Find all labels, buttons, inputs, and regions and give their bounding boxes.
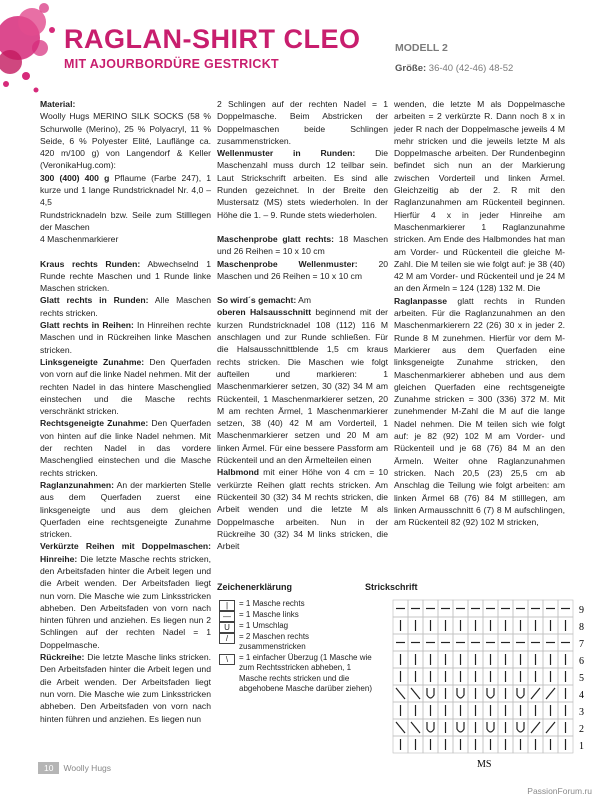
chart-cell	[423, 685, 438, 702]
row-number: 2	[579, 724, 584, 735]
chart-cell	[453, 719, 468, 736]
paragraph-text: An der markierten Stelle aus dem Querfaden zuerst eine linksgeneigte und aus dem gleichen Querfaden eine rechtsgeneigte Zunahme stricken.	[40, 479, 211, 540]
stitch-symbol	[411, 722, 420, 733]
paragraph-text: Rundstricknadeln bzw. Seile zum Stilllegen der Maschen	[40, 209, 211, 232]
legend-item	[217, 610, 377, 621]
paragraph-gap	[40, 246, 211, 258]
paragraph-gap	[217, 282, 388, 294]
text-paragraph	[394, 295, 565, 529]
legend-item	[217, 599, 377, 610]
size-label: Größe:	[395, 63, 427, 74]
text-paragraph	[40, 540, 211, 651]
stitch-symbol	[427, 722, 434, 732]
text-paragraph	[40, 319, 211, 356]
bold-lead: Material:	[40, 99, 76, 109]
knitting-chart	[365, 582, 585, 769]
page-footer	[38, 762, 111, 774]
text-paragraph	[40, 110, 211, 171]
paragraph-text: Den Querfaden von hinten auf die linke Nadel nehmen. Mit der rechten Nadel in das vordere Maschenglied einstechen und die Masche rechts stricken.	[40, 418, 211, 478]
bold-lead: Raglanpasse	[394, 295, 448, 306]
chart-cell	[513, 719, 528, 736]
text-paragraph	[40, 356, 211, 417]
stitch-symbol	[531, 688, 540, 699]
paragraph-text: 20 Maschen und 26 Reihen = 10 x 10 cm	[217, 258, 389, 281]
chart-title: Strickschrift	[365, 582, 418, 592]
row-number: 7	[579, 639, 584, 650]
text-paragraph	[217, 258, 388, 283]
stitch-symbol	[546, 688, 555, 699]
bold-lead: Rechtsgeneigte Zunahme:	[40, 418, 149, 429]
legend-item	[217, 653, 377, 695]
page-subtitle: MIT AJOURBORDÜRE GESTRICKT	[64, 57, 279, 71]
row-number: 5	[579, 673, 584, 684]
text-paragraph	[40, 258, 211, 295]
bold-lead: Glatt rechts in Reihen:	[40, 320, 134, 331]
paragraph-text: Die letzte Masche rechts stricken, den Arbeitsfaden hinter die Arbeit legen und die Arbeit wenden. Der Arbeitsfaden liegt nun vorn. Die Masche wie zum Linksstricken abheben. Den Arbeitsfaden von vorn nach hinten führen und anziehen. Es liegen nun 2 Schlingen auf der rechten Nadel = 1 Doppelmasche.	[40, 553, 211, 650]
legend-title: Zeichenerklärung	[217, 582, 293, 592]
size-info	[395, 63, 513, 74]
stitch-symbol	[457, 722, 464, 732]
paragraph-text: Woolly Hugs MERINO SILK SOCKS (58 % Schurwolle (Merino), 25 % Polyacryl, 11 % Seide, 6 % Polyester Elité, Lauflänge ca. 420 m/100 g) von Langendorf & Keller (VeronikaHug.com):	[40, 111, 211, 171]
chart-cell	[483, 685, 498, 702]
row-number: 1	[579, 741, 584, 752]
paragraph-text: beginnend mit der kurzen Rundstricknadel 108 (112) 116 M anschlagen und zur Runde schließen. Für die Halsausschnittblende 1,5 cm kraus rechts stricken. Die Maschen wie folgt aufteilen und markieren: 1 Maschenmarkierer setzen, 30 (32) 34 M am Rückenteil, 1 Maschenmarkierer setzen, 20 M am rechten Ärmel, 1 Maschenmarkierer setzen, 38 (40) 42 M am Vorderteil, 1 Maschenmarkierer setzen und 20 M am linken Ärmel. Für eine bessere Passform am Rückenteil und an den Ärmelteilen einen	[217, 307, 389, 466]
stitch-symbol	[396, 722, 405, 733]
legend-text: = 1 einfacher Überzug (1 Masche wie zum Rechtsstricken abheben, 1 Masche rechts stricken und die abgehobene Masche darüber ziehen)	[239, 652, 372, 693]
stitch-symbol	[517, 688, 524, 698]
legend-symbol: U	[219, 622, 235, 633]
chart-cell	[423, 719, 438, 736]
row-number: 4	[579, 690, 584, 701]
chart-cell	[453, 685, 468, 702]
paragraph-gap	[217, 221, 388, 233]
legend-text: = 2 Maschen rechts zusammenstricken	[239, 631, 310, 651]
legend-item	[217, 621, 377, 632]
bold-lead: Verkürzte Reihen mit Doppelmaschen: Hinreihe:	[40, 541, 211, 564]
text-paragraph	[40, 98, 211, 110]
text-paragraph	[217, 294, 388, 306]
legend-text: = 1 Masche links	[239, 609, 299, 619]
legend-text: = 1 Umschlag	[239, 620, 289, 630]
row-number: 6	[579, 656, 584, 667]
text-column-1	[40, 98, 211, 725]
row-number: 8	[579, 622, 584, 633]
text-paragraph	[40, 172, 211, 209]
stitch-symbol	[457, 688, 464, 698]
legend-symbol: |	[219, 600, 235, 611]
size-value: 36-40 (42-46) 48-52	[428, 63, 514, 74]
paragraph-text: Die Maschenzahl muss durch 12 teilbar sein. Laut Strickschrift arbeiten. Es sind alle Runden gezeichnet. In der Breite den Mustersatz (MS) stets wiederholen. In der Höhe die 1. – 9. Runde stets wiederholen.	[217, 148, 388, 220]
bold-lead: Rückreihe:	[40, 652, 85, 663]
text-paragraph	[40, 294, 211, 319]
legend-symbol: \	[219, 654, 235, 665]
text-paragraph	[217, 147, 388, 221]
text-paragraph	[217, 466, 388, 552]
bold-lead: oberen Halsausschnitt	[217, 307, 312, 318]
footer-brand: Woolly Hugs	[63, 763, 112, 773]
legend-symbol: /	[219, 633, 235, 644]
paragraph-text: In Hinreihen rechte Maschen und in Rückreihen linke Maschen stricken.	[40, 320, 211, 355]
stitch-symbol	[546, 722, 555, 733]
text-column-2	[217, 98, 388, 552]
paragraph-text: mit einer Höhe von 4 cm = 10 verkürzte Reihen glatt rechts stricken. Am Rückenteil 30 (32) 34 M rechts stricken, die Arbeit wenden und die letzte M als Doppelmasche arbeiten. Nun in der Rückreihe 30 (32) 34 M links stricken, die Arbeit	[217, 467, 388, 552]
paragraph-text: wenden, die letzte M als Doppelmasche arbeiten = 2 verkürzte R. Dann noch 8 x in jeder R nach der Doppelmasche jeweils 4 M mehr stricken und die jeweils letzte M als Doppelmasche arbeiten. Der Rundenbeginn befindet sich nun an der Markierung zwischen Vorderteil und linken Ärmel. Gleichzeitig ab der 2. R mit den Raglanzunahmen am Rückenteil beginnen. Hierfür 4 x in jeder Hinreihe am Maschenmarkierer 1 Raglanzunahme stricken. Am Ende des Halbmondes hat man am Vorder- und Rückenteil die gleiche M-Zahl. Die M teilen sie wie folgt auf: je 38 (40) 42 M am Vorder- und Rückenteil und je 24 M an den Ärmeln = 124 (128) 132 M. Die	[394, 99, 565, 294]
paragraph-text: glatt rechts in Runden arbeiten. Für die Raglanzunahmen an den Maschenmarkierern 22 (26) 30 x in jeder 2. Runde 8 M zunehmen. Hierfür vor dem M-Markierer aus dem Querfaden eine linksgeneigte Zunahme stricken, den Maschenmarkierer abheben und aus dem gleichen Querfaden eine rechtsgeneigte Zunahme stricken = 300 (336) 372 M. Mit zunehmender M-Zahl die M auf die lange Nadel nehmen. Die M teilen sich wie folgt auf: je 82 (92) 102 M am Vorder- und Rückenteil und je 68 (76) 84 M an den Ärmeln. Weiter ohne Raglanzunahmen stricken. Nach 20,5 (23) 25,5 cm ab Anschlag die Teilung wie folgt arbeiten: am linken Ärmel 68 (76) 84 M stilllegen, am linken Armausschnitt 6 (7) 8 M aufschlingen, am Rückenteil 82 (92) 102 M stricken,	[394, 295, 565, 528]
legend-text: = 1 Masche rechts	[239, 598, 305, 608]
stitch-symbol	[531, 722, 540, 733]
text-paragraph	[40, 209, 211, 234]
chart-cell	[483, 719, 498, 736]
knitting-chart-grid	[365, 592, 585, 770]
stitch-symbol	[396, 688, 405, 699]
watermark: PassionForum.ru	[527, 786, 592, 796]
repeat-label: MS	[477, 759, 492, 770]
symbol-legend	[217, 582, 377, 695]
bold-lead: 300 (400) 400 g	[40, 172, 110, 183]
row-number: 3	[579, 707, 584, 718]
paragraph-text: Abwechselnd 1 Runde rechte Maschen und 1 Runde linke Maschen stricken.	[40, 258, 211, 294]
legend-symbol: —	[219, 611, 235, 622]
text-paragraph	[40, 479, 211, 540]
bold-lead: Linksgeneigte Zunahme:	[40, 356, 145, 367]
paragraph-text: Den Querfaden von vorn auf die linke Nadel nehmen. Mit der rechten Nadel in das hintere Maschenglied einstechen und die Masche rechts verschränkt stricken.	[40, 356, 211, 417]
paragraph-text: Alle Maschen rechts stricken.	[40, 295, 211, 318]
bold-lead: Raglanzunahmen:	[40, 479, 115, 490]
bold-lead: Glatt rechts in Runden:	[40, 295, 149, 306]
bold-lead: Wellenmuster in Runden:	[217, 148, 356, 159]
page-title: RAGLAN-SHIRT CLEO	[64, 24, 361, 54]
stitch-symbol	[487, 722, 494, 732]
stitch-symbol	[427, 688, 434, 698]
text-column-3	[394, 98, 565, 528]
bold-lead: Maschenprobe Wellenmuster:	[217, 258, 358, 269]
legend-item	[217, 632, 377, 653]
text-paragraph	[217, 306, 388, 466]
paragraph-text: Am	[296, 295, 312, 306]
bold-lead: So wird´s gemacht:	[217, 295, 297, 306]
text-paragraph	[217, 98, 388, 147]
stitch-symbol	[517, 722, 524, 732]
stitch-symbol	[411, 688, 420, 699]
text-paragraph	[40, 651, 211, 725]
paint-splash-decoration	[0, 0, 70, 100]
paragraph-text: Die letzte Masche links stricken. Den Arbeitsfaden hinter die Arbeit legen und die Arbeit wenden. Der Arbeitsfaden liegt nun vorn. Die Masche wie zum Linksstricken abheben. Den Arbeitsfaden von vorn nach hinten führen und anziehen. Es liegen nun	[40, 652, 211, 724]
bold-lead: Halbmond	[217, 467, 260, 478]
paragraph-text: 2 Schlingen auf der rechten Nadel = 1 Doppelmasche. Beim Abstricken der Doppelmaschen beide Schlingen zusammenstricken.	[217, 99, 388, 146]
page-number: 10	[38, 762, 59, 774]
model-label: MODELL 2	[395, 42, 448, 54]
paragraph-text: 4 Maschenmarkierer	[40, 234, 119, 245]
row-number: 9	[579, 605, 584, 616]
text-paragraph	[40, 417, 211, 478]
bold-lead: Kraus rechts Runden:	[40, 258, 141, 269]
bold-lead: Maschenprobe glatt rechts:	[217, 233, 334, 244]
paragraph-text: 18 Maschen und 26 Reihen = 10 x 10 cm	[217, 233, 388, 257]
paragraph-text: Pflaume (Farbe 247), 1 kurze und 1 lange Rundstricknadel Nr. 4,0 – 4,5	[40, 172, 211, 208]
text-paragraph	[40, 233, 211, 245]
stitch-symbol	[487, 688, 494, 698]
chart-cell	[513, 685, 528, 702]
text-paragraph	[217, 233, 388, 258]
text-paragraph	[394, 98, 565, 295]
